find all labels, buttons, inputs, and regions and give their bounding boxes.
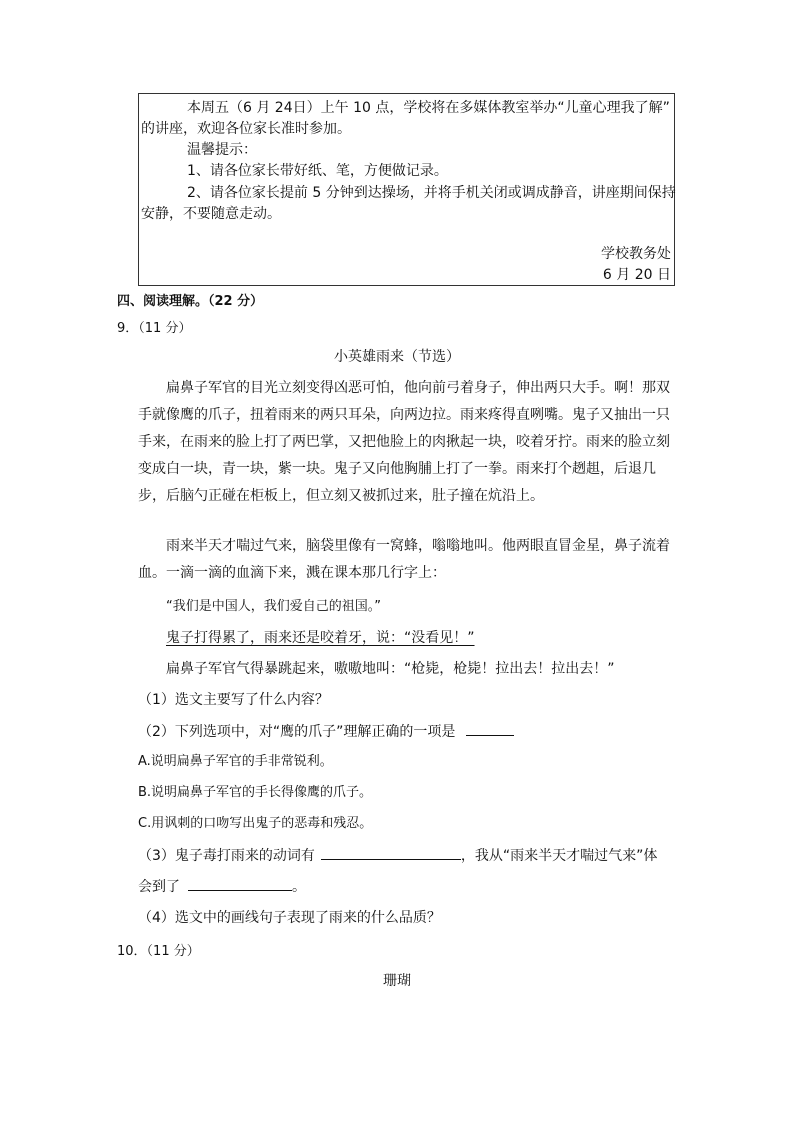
underlined-sentence: 鬼子打得累了，雨来还是咬着牙，说：“没看见！” (166, 630, 475, 646)
passage-paragraph-1-text: 扁鼻子军官的目光立刻变得凶恶可怕，他向前弓着身子，伸出两只大手。啊！那双手就像鹰的爪子，扭着雨来的两只耳朵，向两边拉。雨来疼得直咧嘴。鬼子又抽出一只手来，在雨来的脸上打了两巴掌，又把他脸上的肉揪起一块，咬着牙拧。雨来的脸立刻变成白一块，青一块，紫一块。鬼子又向他胸脯上打了一拳。雨来打个趔趄，后退几步，后脑勺正碰在柜板上，但立刻又被抓过来，肚子撞在炕沿上。 (138, 380, 670, 504)
notice-box (138, 93, 675, 286)
option-b: B.说明扁鼻子军官的手长得像鹰的爪子。 (138, 785, 373, 800)
answer-blank-3b[interactable] (188, 876, 292, 891)
notice-tip-2a: 2、请各位家长提前 5 分钟到达操场，并将手机关闭或调成静音，讲座期间保持 (187, 185, 676, 201)
passage-paragraph-2 (138, 533, 675, 587)
sub-question-2-text: （2）下列选项中，对“鹰的爪子”理解正确的一项是 (138, 724, 456, 740)
answer-blank-2[interactable] (466, 721, 514, 736)
notice-date: 6 月 20 日 (602, 267, 671, 283)
notice-tip-2b: 安静，不要随意走动。 (141, 206, 281, 222)
question-10-number: 10．（11 分） (117, 944, 200, 959)
sub-question-4: （4）选文中的画线句子表现了雨来的什么品质？ (138, 910, 441, 926)
passage-paragraph-1 (138, 375, 675, 510)
notice-line-1: 本周五（6 月 24日）上午 10 点，学校将在多媒体教室举办“儿童心理我了解” (187, 100, 670, 116)
sub-question-1: （1）选文主要写了什么内容？ (138, 692, 329, 708)
notice-signature: 学校教务处 (601, 246, 671, 262)
sub-question-3-line-2 (138, 876, 306, 897)
sub-question-3-text-d: 。 (292, 879, 306, 895)
answer-blank-3a[interactable] (321, 845, 461, 860)
question-9-number: 9．（11 分） (117, 321, 192, 336)
option-c: C.用讽刺的口吻写出鬼子的恶毒和残忍。 (138, 816, 373, 831)
sub-question-3-text-b: ，我从“雨来半天才喘过气来”体 (460, 848, 658, 864)
sub-question-3-text-a: （3）鬼子毒打雨来的动词有 (138, 848, 315, 864)
passage-title: 小英雄雨来（节选） (334, 349, 460, 365)
sub-question-3-text-c: 会到了 (138, 879, 180, 895)
notice-tips-title: 温馨提示： (187, 142, 257, 158)
notice-line-2: 的讲座，欢迎各位家长准时参加。 (141, 121, 351, 137)
sub-question-3-line-1 (138, 845, 657, 866)
sub-question-2 (138, 721, 514, 742)
question-10-title: 珊瑚 (383, 973, 411, 989)
passage-quote: “我们是中国人，我们爱自己的祖国。” (166, 599, 381, 614)
option-a: A.说明扁鼻子军官的手非常锐利。 (138, 754, 333, 769)
section-heading: 四、阅读理解。（22 分） (117, 294, 264, 309)
notice-tip-1: 1、请各位家长带好纸、笔，方便做记录。 (187, 163, 448, 179)
passage-paragraph-3: 扁鼻子军官气得暴跳起来，嗷嗷地叫：“枪毙，枪毙！拉出去！拉出去！” (166, 661, 615, 677)
passage-paragraph-2-text: 雨来半天才喘过气来，脑袋里像有一窝蜂，嗡嗡地叫。他两眼直冒金星，鼻子流着血。一滴一滴的血滴下来，溅在课本那几行字上： (138, 538, 670, 581)
